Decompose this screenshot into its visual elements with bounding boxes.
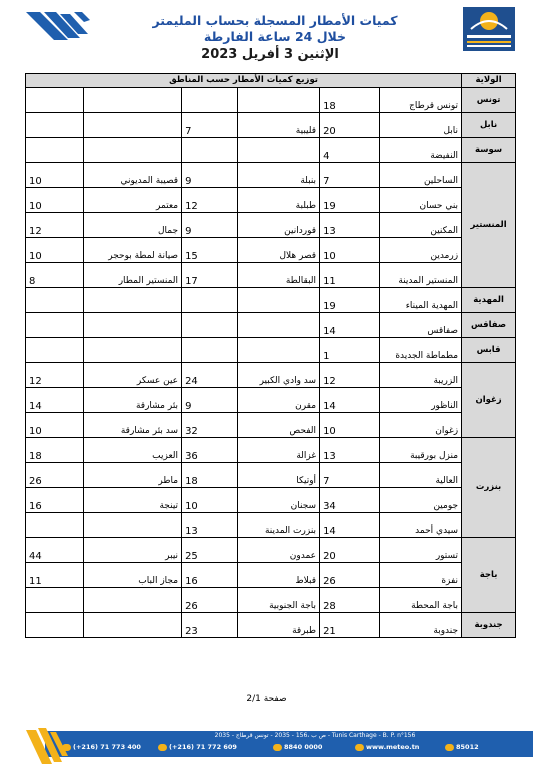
station-name: مطماطة الجديدة bbox=[380, 338, 462, 363]
station-name: ماطر bbox=[84, 463, 182, 488]
station-name: نيبر bbox=[84, 538, 182, 563]
phone-3-text: 8840 0000 bbox=[284, 743, 323, 751]
station-name: عين عسكر bbox=[84, 363, 182, 388]
table-row bbox=[26, 538, 516, 563]
footer-phone-3 bbox=[273, 743, 322, 753]
station-name: طبرقة bbox=[238, 613, 320, 638]
station-name: مجاز الباب bbox=[84, 563, 182, 588]
station-name bbox=[84, 113, 182, 138]
table-row bbox=[26, 338, 516, 363]
table-row bbox=[26, 463, 516, 488]
rainfall-value: 11 bbox=[26, 563, 84, 588]
station-name: قوردانين bbox=[238, 213, 320, 238]
station-name: الزريبة bbox=[380, 363, 462, 388]
station-name bbox=[238, 138, 320, 163]
governorate-cell: تونس bbox=[462, 88, 516, 113]
rainfall-value: 14 bbox=[320, 513, 380, 538]
footer-phone-2 bbox=[158, 743, 237, 753]
station-name: الساحلين bbox=[380, 163, 462, 188]
rainfall-value: 10 bbox=[26, 163, 84, 188]
station-name bbox=[84, 88, 182, 113]
rainfall-value bbox=[26, 88, 84, 113]
rainfall-value: 10 bbox=[26, 188, 84, 213]
station-name: العزيب bbox=[84, 438, 182, 463]
rainfall-value: 19 bbox=[320, 188, 380, 213]
station-name: تونس قرطاج bbox=[380, 88, 462, 113]
rainfall-value: 25 bbox=[182, 538, 238, 563]
rainfall-value: 7 bbox=[320, 463, 380, 488]
governorate-cell: سوسة bbox=[462, 138, 516, 163]
rainfall-value: 12 bbox=[26, 213, 84, 238]
footer bbox=[0, 722, 533, 770]
report-date: الإثنين 3 أفريل 2023 bbox=[201, 47, 339, 62]
rainfall-value: 17 bbox=[182, 263, 238, 288]
rainfall-value bbox=[26, 288, 84, 313]
table-row bbox=[26, 238, 516, 263]
rainfall-value bbox=[26, 338, 84, 363]
rainfall-value bbox=[182, 138, 238, 163]
governorate-cell: المنستير bbox=[462, 163, 516, 288]
rainfall-value bbox=[26, 513, 84, 538]
report-subtitle: خلال 24 ساعة الفارطة bbox=[203, 29, 347, 44]
footer-web bbox=[355, 743, 419, 753]
rainfall-value: 10 bbox=[320, 413, 380, 438]
governorate-cell: نابل bbox=[462, 113, 516, 138]
governorate-cell: المهدية bbox=[462, 288, 516, 313]
station-name: بني حسان bbox=[380, 188, 462, 213]
station-name bbox=[84, 338, 182, 363]
table-row bbox=[26, 513, 516, 538]
footer-code bbox=[445, 743, 479, 753]
station-name: جمال bbox=[84, 213, 182, 238]
table-row bbox=[26, 163, 516, 188]
station-name bbox=[238, 88, 320, 113]
rainfall-value: 16 bbox=[182, 563, 238, 588]
phone-2-text: (+216) 71 772 609 bbox=[169, 743, 237, 751]
table-row bbox=[26, 113, 516, 138]
table-row bbox=[26, 563, 516, 588]
rainfall-value bbox=[26, 613, 84, 638]
report-title: كميات الأمطار المسجلة بحساب المليمتر bbox=[152, 13, 398, 28]
station-name: طبلبة bbox=[238, 188, 320, 213]
station-name: معتمر bbox=[84, 188, 182, 213]
rainfall-value bbox=[26, 588, 84, 613]
station-name: زغوان bbox=[380, 413, 462, 438]
sms-icon bbox=[445, 744, 454, 751]
rainfall-value: 20 bbox=[320, 113, 380, 138]
rainfall-value: 23 bbox=[182, 613, 238, 638]
rainfall-value: 12 bbox=[320, 363, 380, 388]
inm-stripes-logo bbox=[18, 8, 90, 44]
station-name: منزل بورقيبة bbox=[380, 438, 462, 463]
rainfall-value bbox=[182, 288, 238, 313]
station-name: المنستير المدينة bbox=[380, 263, 462, 288]
rainfall-value: 11 bbox=[320, 263, 380, 288]
table-row bbox=[26, 363, 516, 388]
station-name: الفحص bbox=[238, 413, 320, 438]
rainfall-value bbox=[182, 338, 238, 363]
rainfall-value: 10 bbox=[26, 238, 84, 263]
fax-icon bbox=[158, 744, 167, 751]
rainfall-value: 32 bbox=[182, 413, 238, 438]
rainfall-value bbox=[26, 138, 84, 163]
rainfall-value: 14 bbox=[320, 313, 380, 338]
station-name: زرمدين bbox=[380, 238, 462, 263]
rainfall-value: 36 bbox=[182, 438, 238, 463]
rainfall-value: 16 bbox=[26, 488, 84, 513]
station-name: غزالة bbox=[238, 438, 320, 463]
rainfall-value: 12 bbox=[182, 188, 238, 213]
rainfall-value: 10 bbox=[26, 413, 84, 438]
station-name: جومين bbox=[380, 488, 462, 513]
station-name: تينجة bbox=[84, 488, 182, 513]
rainfall-value: 18 bbox=[26, 438, 84, 463]
table-header-row bbox=[26, 74, 516, 88]
governorate-cell: باجة bbox=[462, 538, 516, 613]
table-row bbox=[26, 188, 516, 213]
station-name bbox=[238, 338, 320, 363]
rainfall-value: 26 bbox=[182, 588, 238, 613]
rainfall-value: 7 bbox=[182, 113, 238, 138]
table-row bbox=[26, 388, 516, 413]
station-name: سد بئر مشارقة bbox=[84, 413, 182, 438]
rainfall-value: 21 bbox=[320, 613, 380, 638]
station-name: باجة الجنوبية bbox=[238, 588, 320, 613]
rainfall-value: 13 bbox=[320, 213, 380, 238]
header-distribution: توزيع كميات الأمطار حسب المناطق bbox=[26, 74, 462, 88]
phone-1-text: (+216) 71 773 400 bbox=[73, 743, 141, 751]
rainfall-value: 8 bbox=[26, 263, 84, 288]
governorate-cell: صفاقس bbox=[462, 313, 516, 338]
station-name: عمدون bbox=[238, 538, 320, 563]
rainfall-value: 4 bbox=[320, 138, 380, 163]
rainfall-value: 14 bbox=[320, 388, 380, 413]
station-name: قصر هلال bbox=[238, 238, 320, 263]
station-name: صيانة لمطة بوحجر bbox=[84, 238, 182, 263]
station-name: تستور bbox=[380, 538, 462, 563]
rainfall-value: 7 bbox=[320, 163, 380, 188]
station-name: قبلاط bbox=[238, 563, 320, 588]
rainfall-value bbox=[26, 113, 84, 138]
header-governorate: الولاية bbox=[462, 74, 516, 88]
governorate-cell: جندوبة bbox=[462, 613, 516, 638]
table-row bbox=[26, 488, 516, 513]
rainfall-value bbox=[182, 313, 238, 338]
station-name: سيدي أحمد bbox=[380, 513, 462, 538]
station-name bbox=[84, 313, 182, 338]
inm-emblem-logo bbox=[463, 7, 515, 51]
station-name: نفزة bbox=[380, 563, 462, 588]
station-name: بنبلة bbox=[238, 163, 320, 188]
rainfall-value: 13 bbox=[182, 513, 238, 538]
rainfall-value: 1 bbox=[320, 338, 380, 363]
rainfall-value: 10 bbox=[182, 488, 238, 513]
station-name: سد وادي الكبير bbox=[238, 363, 320, 388]
hotline-icon bbox=[273, 744, 282, 751]
station-name: صفاقس bbox=[380, 313, 462, 338]
station-name bbox=[238, 288, 320, 313]
rainfall-value: 9 bbox=[182, 213, 238, 238]
rainfall-value bbox=[182, 88, 238, 113]
station-name: الناظور bbox=[380, 388, 462, 413]
table-row bbox=[26, 288, 516, 313]
rainfall-value: 9 bbox=[182, 388, 238, 413]
table-row bbox=[26, 138, 516, 163]
rainfall-value: 26 bbox=[320, 563, 380, 588]
station-name bbox=[84, 288, 182, 313]
station-name: قصيبة المديوني bbox=[84, 163, 182, 188]
rainfall-value: 18 bbox=[320, 88, 380, 113]
governorate-cell: زغوان bbox=[462, 363, 516, 438]
station-name bbox=[84, 138, 182, 163]
station-name: النفيضة bbox=[380, 138, 462, 163]
station-name: أوتيكا bbox=[238, 463, 320, 488]
rainfall-value: 14 bbox=[26, 388, 84, 413]
rainfall-value: 15 bbox=[182, 238, 238, 263]
station-name: قليبية bbox=[238, 113, 320, 138]
rainfall-value: 18 bbox=[182, 463, 238, 488]
station-name bbox=[84, 513, 182, 538]
station-name: المهدية الميناء bbox=[380, 288, 462, 313]
web-icon bbox=[355, 744, 364, 751]
rainfall-value: 28 bbox=[320, 588, 380, 613]
table-row bbox=[26, 263, 516, 288]
station-name: المنستير المطار bbox=[84, 263, 182, 288]
station-name: المكنين bbox=[380, 213, 462, 238]
station-name: سجنان bbox=[238, 488, 320, 513]
rainfall-value: 19 bbox=[320, 288, 380, 313]
station-name: بنزرت المدينة bbox=[238, 513, 320, 538]
table-row bbox=[26, 613, 516, 638]
code-text: 85012 bbox=[456, 743, 479, 751]
station-name: نابل bbox=[380, 113, 462, 138]
table-row bbox=[26, 213, 516, 238]
table-row bbox=[26, 588, 516, 613]
station-name bbox=[238, 313, 320, 338]
governorate-cell: بنزرت bbox=[462, 438, 516, 538]
rainfall-value bbox=[26, 313, 84, 338]
rainfall-value: 24 bbox=[182, 363, 238, 388]
station-name: بئر مشارقة bbox=[84, 388, 182, 413]
rainfall-value: 20 bbox=[320, 538, 380, 563]
governorate-cell: قابس bbox=[462, 338, 516, 363]
station-name: مقرن bbox=[238, 388, 320, 413]
footer-phone-1 bbox=[62, 743, 141, 753]
table-row bbox=[26, 313, 516, 338]
phone-icon bbox=[62, 744, 71, 751]
rainfall-value: 26 bbox=[26, 463, 84, 488]
page-number: صفحة 2/1 bbox=[246, 694, 287, 704]
station-name: البقالطة bbox=[238, 263, 320, 288]
rainfall-value: 13 bbox=[320, 438, 380, 463]
table-row bbox=[26, 88, 516, 113]
rainfall-value: 9 bbox=[182, 163, 238, 188]
station-name bbox=[84, 613, 182, 638]
web-text: www.meteo.tn bbox=[366, 743, 420, 751]
station-name bbox=[84, 588, 182, 613]
footer-address: ص ب ،156 - 2035 - تونس قرطاج - 2035 - Tunis Carthage - B. P. n°156 bbox=[214, 732, 416, 739]
station-name: العالية bbox=[380, 463, 462, 488]
table-row bbox=[26, 438, 516, 463]
table-row bbox=[26, 413, 516, 438]
rainfall-value: 34 bbox=[320, 488, 380, 513]
station-name: جندوبة bbox=[380, 613, 462, 638]
rainfall-value: 44 bbox=[26, 538, 84, 563]
rainfall-value: 12 bbox=[26, 363, 84, 388]
rainfall-value: 10 bbox=[320, 238, 380, 263]
rainfall-table bbox=[25, 73, 516, 638]
station-name: باجة المحطة bbox=[380, 588, 462, 613]
